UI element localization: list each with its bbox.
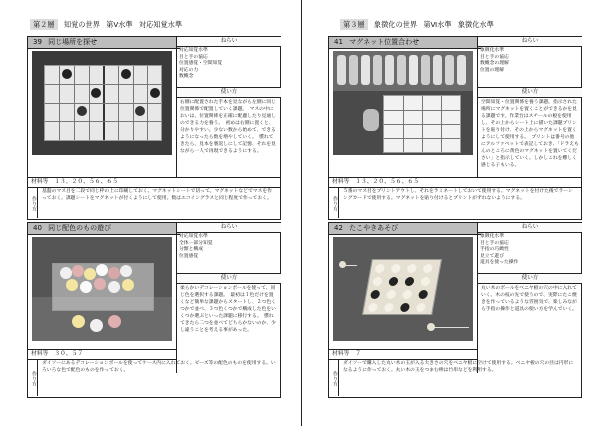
world-label: 象徴化の世界 [373, 20, 418, 29]
usage-text: 基盤のマス目を二段で同じ枠の上に印刷しておく。マグネットシートで切って。マグネットなどでマスを作っておく。課題シートをマグネットが付くようにして使用。数はエコイングラスと同じ程度で作っておく。 [42, 189, 272, 201]
activity-photo [333, 237, 473, 341]
usage-label: 作り方 [329, 188, 339, 218]
usage-text: ダイソーにあるデコレーションボールを使ってケース内に入れておく。ビーズ等の配色のものを使用する。いろいろな色で配色のものを作っておく。 [42, 361, 276, 373]
activity-photo [32, 51, 172, 155]
material-row: 材料等 ３０、５７ [28, 349, 176, 360]
material-row: 材料等 １３、２０、５６、６５ [28, 177, 280, 188]
howto-text: 丸い木のボールをベニヤ板の穴の中に入れていく。木の枝の先で使うので、実際にたこ焼きを作っているような雰囲気で、楽しみながら手指の操作と道具の使い方を学んでいく。 [481, 286, 577, 312]
activity-photo [32, 237, 172, 341]
page-divider [301, 0, 302, 426]
aim-column [176, 37, 281, 177]
card-number: 39 [33, 38, 42, 46]
card-number: 42 [334, 224, 343, 232]
card-title: 同じ場所を探せ [48, 38, 98, 46]
right-page [306, 0, 603, 426]
page-header [340, 20, 494, 30]
activity-card [328, 222, 582, 398]
aim-items: 象徴化水準 目と手の協応 数概念の理解 位置の理解 [480, 48, 509, 73]
usage-text: ５番のマス目をプリントアウトし、それをラミネートしておいて使用する。マグネットを付けた後でラーシングカードで使用する。マグネットを貼り付けるとプリントがずれないようにする。 [343, 189, 573, 201]
usage-label: 作り方 [329, 360, 339, 396]
left-page [0, 0, 298, 426]
usage-label: 作り方 [28, 360, 38, 396]
activity-photo [333, 51, 473, 155]
activity-card [27, 36, 281, 220]
howto-text: 空間知覚・位置関係を養う課題。指示された場所にマグネットを置くことができるかを見る課題です。作業台はスチールの板を使用し、その上からシート上に描いた課題プリントを貼り付け、その上からマグネットを置くようにして使用する。 プリントは番号の他にアルファベットで表記しておき、「ドラえもんのところに黄色のマグネットを置いてください」と指示していく。しかしこれを難しく感じる子もいる。 [481, 100, 579, 168]
howto-heading: 使い方 [177, 273, 281, 284]
aim-heading: ねらい [177, 37, 281, 47]
card-title: たこやきあそび [349, 224, 399, 232]
material-row: 材料等 １３、２０、５６、６５ [329, 177, 581, 188]
usage-text: ダイソーで購入した丸い木の玉が入る大きさの穴をベニヤ板に空けて使用する。ベニヤ板の穴の径は円形になるように作っておく。丸い木の玉をつまむ棒は竹串などを利用する。 [343, 361, 574, 373]
level-label: 第Ⅴ水準 [106, 20, 133, 29]
howto-heading: 使い方 [478, 273, 582, 284]
level-label: 第Ⅵ水準 [423, 20, 452, 29]
card-number: 40 [33, 224, 42, 232]
world-label: 知覚の世界 [63, 20, 100, 29]
aim-items: 象徴化水準 目と手の協応 手指の巧緻性 見立て遊び 道具を使った操作 [480, 234, 519, 265]
aim-heading: ねらい [478, 223, 582, 233]
howto-text: 右側に配置された手本を見ながら左側に同じ位置関係で配置していく課題。 マスの中においは、位置関係を正確に配慮したり見通しのできる力を養う。 初めは右側に置くと、分かりやすい。少ない数から始めて、できるようになったら数を増やしていく。 慣れてきたら、見本を裏返しにして記憶、それを見ながら一人で再現できるようにする。 [180, 100, 276, 154]
chapter-label: 第３層 [340, 19, 368, 30]
card-title-bar [28, 37, 180, 49]
activity-card [27, 222, 281, 398]
card-title: 同じ配色のもの遊び [48, 224, 112, 232]
material-row: 材料等 ７ [329, 349, 477, 360]
aim-column [176, 223, 281, 373]
usage-label: 作り方 [28, 188, 38, 218]
aim-heading: ねらい [177, 223, 281, 233]
category-label: 対応知覚水準 [138, 20, 183, 29]
card-number: 41 [334, 38, 343, 46]
card-title-bar [329, 37, 481, 49]
howto-text: 柔らかいデコレーションボールを使って、同じ色を選択する課題。 最初は１色だけを置くなど簡単な課題からスタートし、２つ色くつかで並べ、３つ色くつかで構成した色をいくつか選ぶといった課題に移行する。 慣れてきたら二つを並べてどちらかないのか、少し違うことを考える事があった。 [180, 286, 276, 333]
card-title-bar [329, 223, 481, 235]
magnet-board-image [383, 95, 461, 153]
takoyaki-board-image [362, 259, 442, 315]
category-label: 象徴化水準 [457, 20, 494, 29]
aim-column [477, 223, 582, 373]
aim-items: 対応知覚水準 全体－部分知覚 分類と構成 位置感覚 [179, 234, 213, 259]
chapter-label: 第２層 [30, 19, 58, 30]
grid-board-image [44, 65, 162, 141]
howto-heading: 使い方 [478, 87, 582, 98]
aim-items: 対応知覚水準 目と手の協応 位置感覚・空間知覚 対応の力 数概念 [179, 48, 223, 79]
aim-heading: ねらい [478, 37, 582, 47]
activity-card [328, 36, 582, 220]
howto-heading: 使い方 [177, 87, 281, 98]
page-header [30, 20, 182, 30]
card-title-bar [28, 223, 180, 235]
card-title: マグネット位置合わせ [349, 38, 420, 46]
aim-column [477, 37, 582, 177]
